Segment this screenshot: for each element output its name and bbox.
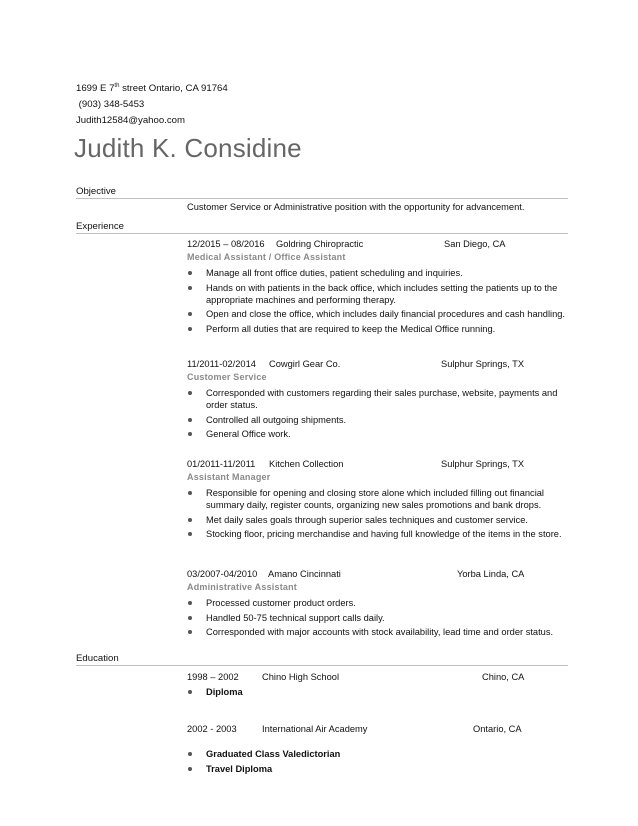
school-name: Chino High School bbox=[262, 672, 340, 682]
bullet-icon bbox=[188, 518, 192, 522]
job-title: Medical Assistant / Office Assistant bbox=[187, 252, 346, 262]
list-item: Responsible for opening and closing store alone which included filling out financial summary daily, register counts, organizing new sales promotions and bank drops. bbox=[187, 487, 568, 511]
job-header bbox=[187, 569, 568, 582]
section-divider bbox=[76, 665, 568, 666]
school-name: International Air Academy bbox=[262, 724, 368, 734]
job-header bbox=[187, 459, 568, 472]
bullet-icon bbox=[188, 391, 192, 395]
list-item: Corresponded with customers regarding their sales purchase, website, payments and order status. bbox=[187, 387, 568, 411]
bullet-icon bbox=[188, 616, 192, 620]
list-item: Controlled all outgoing shipments. bbox=[187, 414, 568, 426]
job-location: Sulphur Springs, TX bbox=[441, 359, 525, 369]
education-header bbox=[187, 672, 568, 685]
job-company: Kitchen Collection bbox=[269, 459, 344, 469]
objective-label: Objective bbox=[76, 186, 116, 197]
education-dates: 2002 - 2003 bbox=[187, 724, 237, 734]
phone: (903) 348-5453 bbox=[76, 99, 145, 111]
contact-block bbox=[76, 78, 228, 129]
list-item: Met daily sales goals through superior sales techniques and customer service. bbox=[187, 514, 568, 526]
job-duties bbox=[187, 487, 568, 540]
bullet-icon bbox=[188, 491, 192, 495]
education-dates: 1998 – 2002 bbox=[187, 672, 239, 682]
list-item: Handled 50-75 technical support calls daily. bbox=[187, 612, 568, 624]
job-dates: 12/2015 – 08/2016 bbox=[187, 239, 265, 249]
job-duties bbox=[187, 387, 568, 440]
list-item: Travel Diploma bbox=[187, 763, 568, 775]
job-header bbox=[187, 359, 568, 372]
experience-label: Experience bbox=[76, 221, 124, 232]
job-company: Cowgirl Gear Co. bbox=[269, 359, 341, 369]
education-entry bbox=[187, 724, 568, 777]
list-item: Stocking floor, pricing merchandise and having full knowledge of the items in the store. bbox=[187, 528, 568, 540]
bullet-icon bbox=[188, 767, 192, 771]
job-dates: 11/2011-02/2014 bbox=[187, 359, 256, 369]
bullet-icon bbox=[188, 312, 192, 316]
list-item: Corresponded with major accounts with stock availability, lead time and order status. bbox=[187, 626, 568, 638]
bullet-icon bbox=[188, 752, 192, 756]
address: 1699 E 7th street Ontario, CA 91764 bbox=[76, 83, 228, 95]
bullet-icon bbox=[188, 286, 192, 290]
education-details bbox=[187, 686, 568, 698]
school-location: Chino, CA bbox=[482, 672, 525, 682]
job-entry bbox=[187, 359, 568, 443]
list-item: Processed customer product orders. bbox=[187, 597, 568, 609]
job-header bbox=[187, 239, 568, 252]
job-company: Amano Cincinnati bbox=[268, 569, 341, 579]
job-company: Goldring Chiropractic bbox=[276, 239, 364, 249]
list-item: Manage all front office duties, patient scheduling and inquiries. bbox=[187, 267, 568, 279]
job-entry bbox=[187, 459, 568, 543]
job-entry bbox=[187, 239, 568, 337]
list-item: Hands on with patients in the back office, which includes setting the patients up to the appropriate machines and performing therapy. bbox=[187, 282, 568, 306]
job-entry bbox=[187, 569, 568, 641]
job-duties bbox=[187, 267, 568, 335]
address-superscript: th bbox=[114, 83, 120, 89]
bullet-icon bbox=[188, 601, 192, 605]
bullet-icon bbox=[188, 271, 192, 275]
bullet-icon bbox=[188, 532, 192, 536]
job-dates: 03/2007-04/2010 bbox=[187, 569, 258, 579]
list-item: Open and close the office, which includes daily financial procedures and cash handling. bbox=[187, 308, 568, 320]
job-title: Customer Service bbox=[187, 372, 267, 382]
education-label: Education bbox=[76, 653, 119, 664]
list-item: Graduated Class Valedictorian bbox=[187, 748, 568, 760]
list-item: Perform all duties that are required to keep the Medical Office running. bbox=[187, 323, 568, 335]
objective-text: Customer Service or Administrative position with the opportunity for advancement. bbox=[187, 202, 525, 212]
job-duties bbox=[187, 597, 568, 638]
education-header bbox=[187, 724, 568, 737]
list-item: General Office work. bbox=[187, 428, 568, 440]
job-location: Sulphur Springs, TX bbox=[441, 459, 525, 469]
bullet-icon bbox=[188, 690, 192, 694]
bullet-icon bbox=[188, 432, 192, 436]
job-title: Administrative Assistant bbox=[187, 582, 297, 592]
email: Judith12584@yahoo.com bbox=[76, 115, 185, 127]
job-title: Assistant Manager bbox=[187, 472, 271, 482]
bullet-icon bbox=[188, 418, 192, 422]
job-location: Yorba Linda, CA bbox=[457, 569, 525, 579]
job-dates: 01/2011-11/2011 bbox=[187, 459, 256, 469]
list-item: Diploma bbox=[187, 686, 568, 698]
job-location: San Diego, CA bbox=[444, 239, 506, 249]
school-location: Ontario, CA bbox=[473, 724, 522, 734]
section-divider bbox=[76, 198, 568, 199]
education-details bbox=[187, 748, 568, 775]
bullet-icon bbox=[188, 630, 192, 634]
bullet-icon bbox=[188, 327, 192, 331]
candidate-name: Judith K. Considine bbox=[74, 133, 302, 163]
education-entry bbox=[187, 672, 568, 701]
section-divider bbox=[76, 233, 568, 234]
